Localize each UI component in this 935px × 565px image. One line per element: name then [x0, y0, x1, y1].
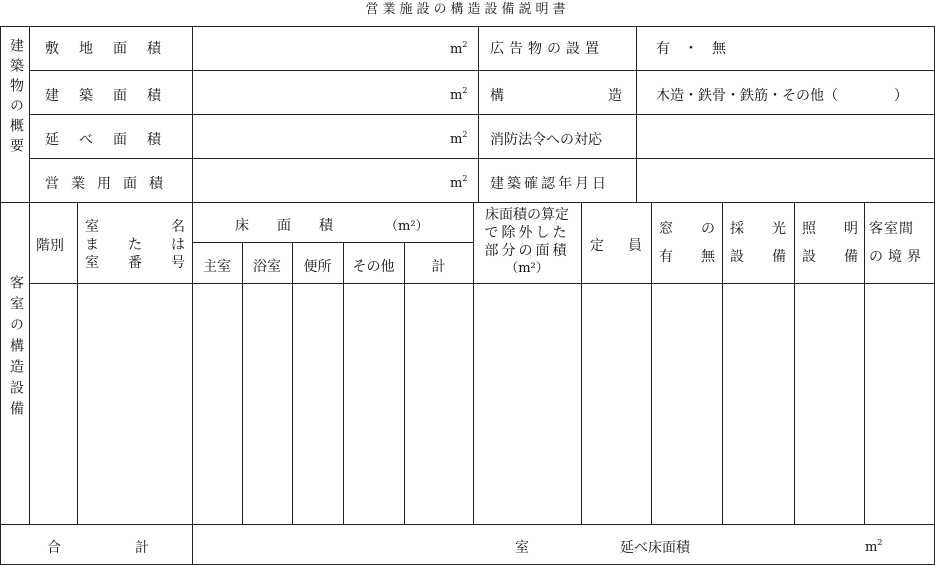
lighting-char: 備 [772, 249, 786, 265]
rule [581, 202, 582, 524]
lighting-char: 採 [730, 221, 744, 237]
total-floor-area-unit: $m^2$ [450, 130, 468, 147]
room-name-char: ま [85, 237, 99, 253]
rule [242, 242, 243, 524]
illumination-header [802, 215, 858, 271]
boundary-line: の境界 [869, 249, 926, 265]
signage-label: 広告物の設置 [490, 41, 604, 57]
floor-area-unit: （m²） [385, 219, 429, 234]
business-area-unit: $m^2$ [450, 174, 468, 191]
excluded-line: 部分の面積 [484, 243, 570, 259]
lighting-char: 設 [730, 249, 744, 265]
room-name-char: 室 [85, 219, 99, 235]
window-header [659, 215, 715, 271]
rule [29, 114, 935, 115]
window-char: 有 [659, 249, 673, 265]
rule [0, 26, 935, 27]
boundary-line: 客室間 [869, 221, 914, 237]
building-area-label: 建築面積 [45, 88, 181, 104]
site-area-label: 敷地面積 [45, 41, 181, 57]
room-name-char: 名 [171, 219, 185, 235]
excluded-line: （m²） [505, 261, 549, 276]
rule [29, 158, 935, 159]
room-name-char: 号 [171, 255, 185, 271]
rule [0, 26, 1, 565]
building-section-label: 建築物の概要 [8, 38, 24, 158]
rule [29, 70, 935, 71]
room-count-unit: 室 [515, 540, 529, 556]
rule [404, 242, 405, 524]
window-char: 無 [701, 249, 715, 265]
business-area-label: 営業用面積 [45, 176, 175, 192]
rule [29, 26, 30, 524]
lighting-header [730, 215, 786, 271]
rule [722, 202, 723, 524]
total-label-right: 計 [135, 540, 149, 556]
rule [192, 26, 193, 565]
rule [77, 202, 78, 524]
capacity-char: 定 [590, 238, 604, 254]
toilet-header: 便所 [303, 259, 332, 275]
rule [473, 202, 474, 524]
floor-header: 階別 [36, 238, 64, 254]
excluded-line: で除外した [484, 225, 570, 241]
structure-label: 構造 [490, 88, 726, 104]
building-confirm-label: 建築確認年月日 [490, 176, 609, 192]
fire-law-label: 消防法令への対応 [490, 132, 602, 148]
rule [29, 283, 935, 284]
illumination-char: 備 [844, 249, 858, 265]
rule [651, 202, 652, 524]
lighting-char: 光 [772, 221, 786, 237]
illumination-char: 照 [802, 221, 816, 237]
rule [0, 524, 935, 525]
rule [636, 26, 637, 203]
capacity-header [590, 235, 642, 255]
bathroom-header: 浴室 [253, 259, 281, 275]
total-floor-area-label: 延べ床面積 [620, 540, 690, 556]
rule [343, 242, 344, 524]
rule [478, 26, 479, 203]
building-area-unit: $m^2$ [450, 86, 468, 103]
boundary-header [869, 215, 931, 271]
excluded-line: 床面積の算定 [485, 207, 569, 223]
window-char: 窓 [659, 221, 673, 237]
document-title: 営業施設の構造設備説明書 [365, 2, 570, 17]
room-name-char: は [171, 237, 185, 253]
other-header: その他 [352, 259, 395, 275]
rule [292, 242, 293, 524]
floor-area-header: 床 面 積 [235, 218, 333, 234]
signage-value: 有 ・ 無 [656, 41, 726, 57]
rule [864, 202, 865, 524]
total-floor-area-label: 延べ面積 [45, 132, 181, 148]
rooms-section-label: 客室の構造設備 [8, 275, 24, 422]
illumination-char: 明 [844, 221, 858, 237]
room-name-char: 室 [85, 255, 99, 271]
subtotal-header: 計 [431, 259, 446, 275]
window-char: の [701, 221, 715, 237]
room-name-char: た [128, 237, 142, 253]
rule [794, 202, 795, 524]
illumination-char: 設 [802, 249, 816, 265]
structure-value: 木造・鉄骨・鉄筋・その他（ ） [656, 88, 908, 104]
total-area-unit: $m^2$ [865, 538, 883, 555]
rule [192, 242, 473, 243]
site-area-unit: $m^2$ [450, 40, 468, 57]
total-label-left: 合 [47, 540, 61, 556]
excluded-area-header [477, 206, 577, 278]
capacity-char: 員 [628, 238, 642, 254]
room-name-header [85, 218, 185, 272]
room-name-char: 番 [128, 255, 142, 271]
main-room-header: 主室 [203, 259, 231, 275]
